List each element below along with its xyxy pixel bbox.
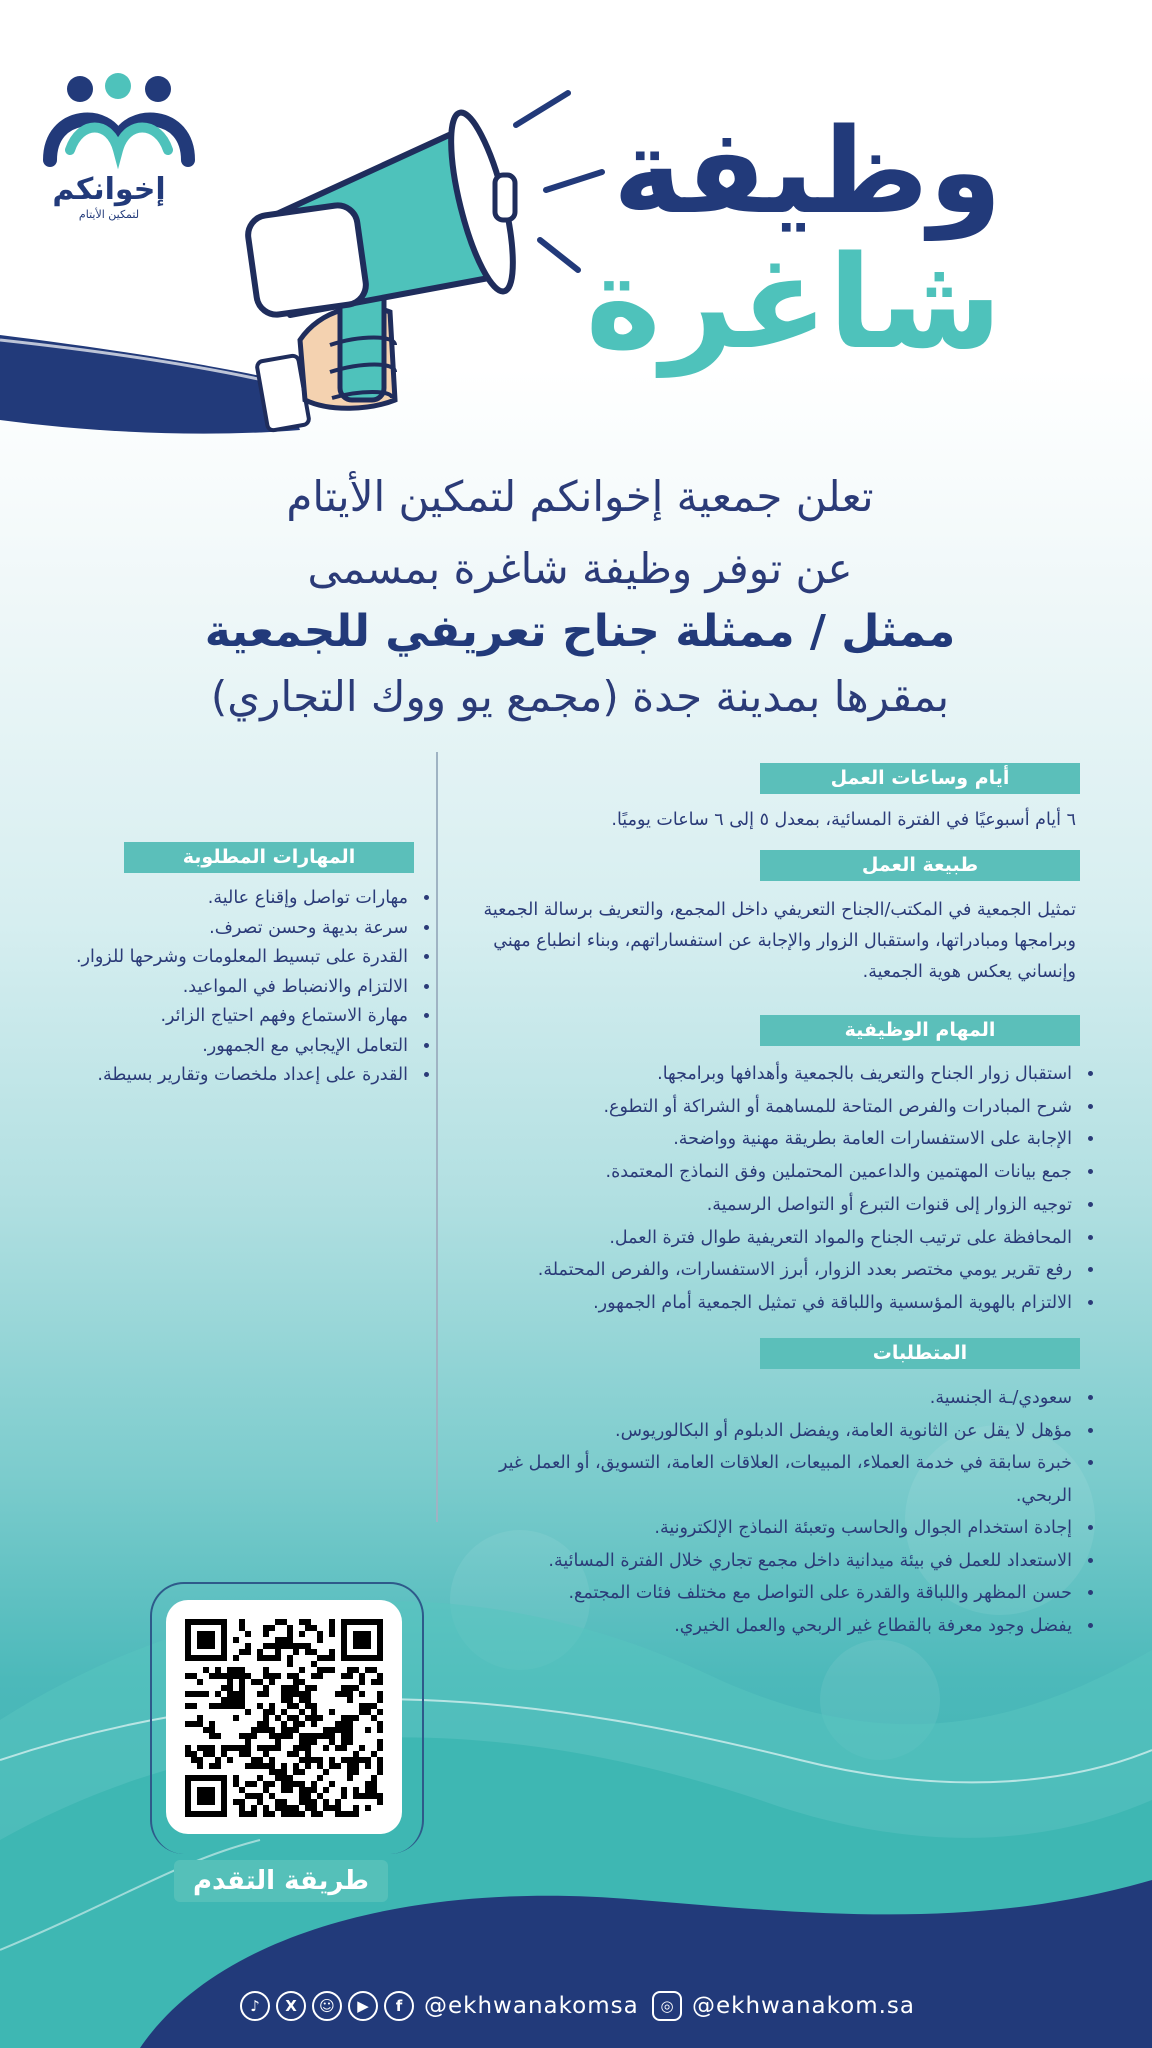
- list-item: • الاستعداد للعمل في بيئة ميدانية داخل مجمع تجاري خلال الفترة المسائية.: [456, 1545, 1076, 1578]
- days-text: ٦ أيام أسبوعيًا في الفترة المسائية، بمعدل ٥ إلى ٦ ساعات يوميًا.: [611, 810, 1076, 830]
- list-item: • مؤهل لا يقل عن الثانوية العامة، ويفضل الدبلوم أو البكالوريوس.: [456, 1415, 1076, 1448]
- tasks-list: [456, 1058, 1098, 1320]
- list-item: • خبرة سابقة في خدمة العملاء، المبيعات، العلاقات العامة، التسويق، أو العمل غير الربحي.: [456, 1447, 1076, 1512]
- requirements-list: [456, 1382, 1098, 1642]
- intro-line-1: تعلن جمعية إخوانكم لتمكين الأيتام: [286, 472, 874, 521]
- list-item: • سرعة بديهة وحسن تصرف.: [20, 914, 412, 944]
- list-item: • يفضل وجود معرفة بالقطاع غير الربحي والعمل الخيري.: [456, 1610, 1076, 1643]
- list-item: • الالتزام والانضباط في المواعيد.: [20, 973, 412, 1003]
- instagram-icon[interactable]: ◎: [652, 1991, 682, 2021]
- list-item: • مهارات تواصل وإقناع عالية.: [20, 884, 412, 914]
- section-header-skills: المهارات المطلوبة: [124, 842, 414, 873]
- list-item: • القدرة على تبسيط المعلومات وشرحها للزوار.: [20, 943, 412, 973]
- facebook-icon[interactable]: f: [384, 1991, 414, 2021]
- social-handle[interactable]: @ekhwanakomsa: [424, 1993, 639, 2019]
- list-item: • القدرة على إعداد ملخصات وتقارير بسيطة.: [20, 1061, 412, 1091]
- column-divider: [436, 752, 438, 1522]
- qr-code[interactable]: [166, 1600, 402, 1834]
- social-links-left: [240, 1984, 639, 2028]
- tiktok-icon[interactable]: ♪: [240, 1991, 270, 2021]
- job-title: ممثل / ممثلة جناح تعريفي للجمعية: [204, 606, 956, 657]
- list-item: • التعامل الإيجابي مع الجمهور.: [20, 1032, 412, 1062]
- apply-button[interactable]: طريقة التقدم: [174, 1860, 388, 1902]
- list-item: • توجيه الزوار إلى قنوات التبرع أو التواصل الرسمية.: [456, 1189, 1076, 1222]
- logo-name: إخوانكم: [52, 172, 166, 207]
- section-header-days: أيام وساعات العمل: [760, 763, 1080, 794]
- list-item: • سعودي/ـة الجنسية.: [456, 1382, 1076, 1415]
- qr-code-image: [166, 1600, 402, 1834]
- intro-line-2: عن توفر وظيفة شاغرة بمسمى: [307, 544, 853, 593]
- social-links-right: [652, 1984, 915, 2028]
- social-handle[interactable]: @ekhwanakom.sa: [692, 1993, 915, 2019]
- logo-tagline: لتمكين الأيتام: [78, 208, 140, 221]
- list-item: • استقبال زوار الجناح والتعريف بالجمعية وأهدافها وبرامجها.: [456, 1058, 1076, 1091]
- x-icon[interactable]: X: [276, 1991, 306, 2021]
- title-available: شاغرة: [585, 229, 1002, 378]
- list-item: • الالتزام بالهوية المؤسسية واللباقة في تمثيل الجمعية أمام الجمهور.: [456, 1287, 1076, 1320]
- section-header-tasks: المهام الوظيفية: [760, 1015, 1080, 1046]
- title-vacancy: وظيفة: [612, 102, 1002, 240]
- list-item: • رفع تقرير يومي مختصر بعدد الزوار، أبرز الاستفسارات، والفرص المحتملة.: [456, 1254, 1076, 1287]
- youtube-icon[interactable]: ▶: [348, 1991, 378, 2021]
- list-item: • إجادة استخدام الجوال والحاسب وتعبئة النماذج الإلكترونية.: [456, 1512, 1076, 1545]
- list-item: • الإجابة على الاستفسارات العامة بطريقة مهنية وواضحة.: [456, 1123, 1076, 1156]
- nature-text: تمثيل الجمعية في المكتب/الجناح التعريفي داخل المجمع، والتعريف برسالة الجمعية وبرامجها ومبادراتها، واستقبال الزوار والإجابة عن استفساراتهم، وبناء انطباع مهني وإنساني يعكس هوية الجمعية.: [483, 900, 1076, 982]
- list-item: • شرح المبادرات والفرص المتاحة للمساهمة أو الشراكة أو التطوع.: [456, 1091, 1076, 1124]
- section-header-nature: طبيعة العمل: [760, 850, 1080, 881]
- snapchat-icon[interactable]: ☺: [312, 1991, 342, 2021]
- list-item: • حسن المظهر واللباقة والقدرة على التواصل مع مختلف فئات المجتمع.: [456, 1577, 1076, 1610]
- list-item: • المحافظة على ترتيب الجناح والمواد التعريفية طوال فترة العمل.: [456, 1222, 1076, 1255]
- job-location: بمقرها بمدينة جدة (مجمع يو ووك التجاري): [210, 672, 950, 721]
- list-item: • مهارة الاستماع وفهم احتياج الزائر.: [20, 1002, 412, 1032]
- list-item: • جمع بيانات المهتمين والداعمين المحتملين وفق النماذج المعتمدة.: [456, 1156, 1076, 1189]
- skills-list: [20, 884, 434, 1091]
- section-header-requirements: المتطلبات: [760, 1338, 1080, 1369]
